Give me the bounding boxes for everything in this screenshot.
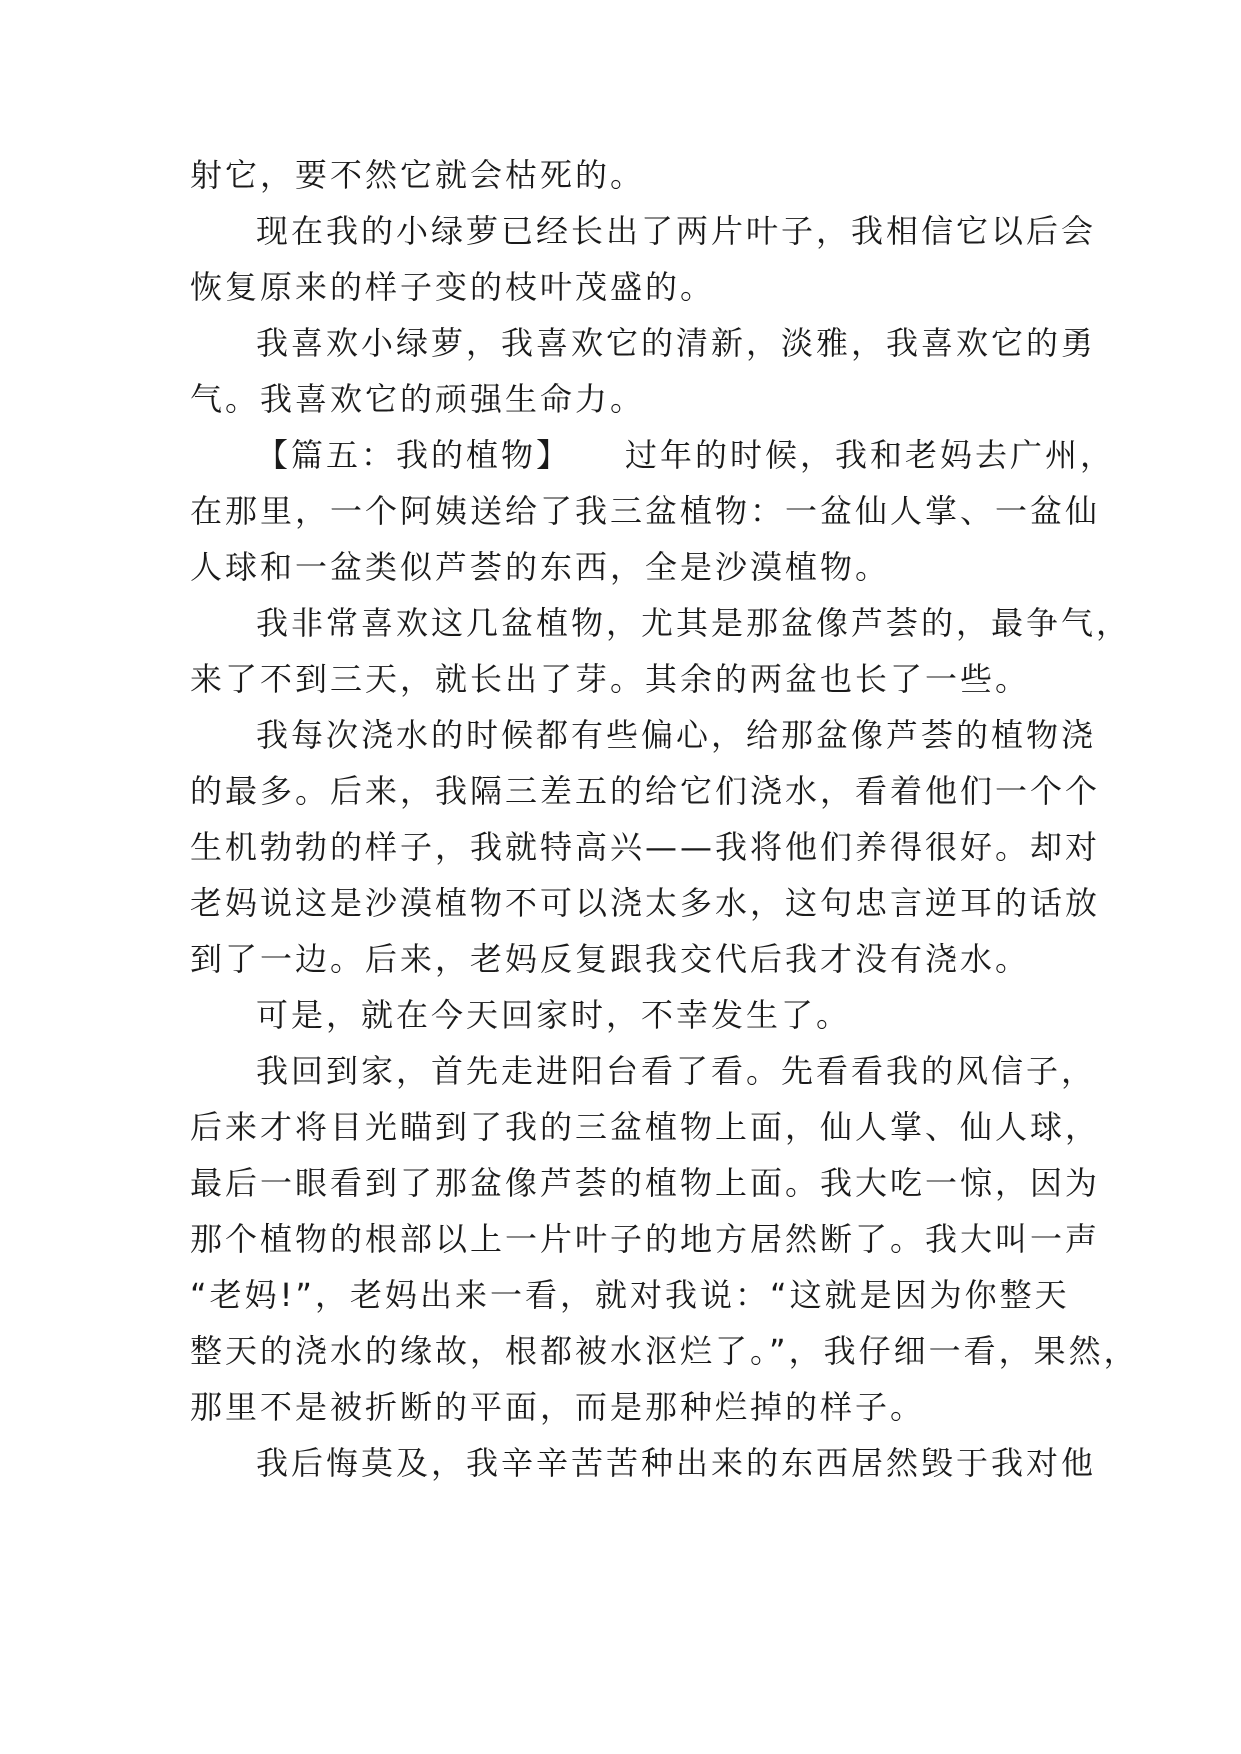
text-line: 老妈说这是沙漠植物不可以浇太多水，这句忠言逆耳的话放 xyxy=(190,884,1101,922)
text-line: 那里不是被折断的平面，而是那种烂掉的样子。 xyxy=(190,1388,926,1426)
text-line: 来了不到三天，就长出了芽。其余的两盆也长了一些。 xyxy=(190,660,1031,698)
text-line: 最后一眼看到了那盆像芦荟的植物上面。我大吃一惊，因为 xyxy=(190,1164,1101,1202)
text-line: 气。我喜欢它的顽强生命力。 xyxy=(190,380,646,418)
text-line: 我后悔莫及，我辛辛苦苦种出来的东西居然毁于我对他 xyxy=(256,1444,1097,1482)
text-line: 恢复原来的样子变的枝叶茂盛的。 xyxy=(190,268,716,306)
section-heading-line: 【篇五：我的植物】 过年的时候，我和老妈去广州， xyxy=(256,436,1116,474)
text-line: 在那里，一个阿姨送给了我三盆植物：一盆仙人掌、一盆仙 xyxy=(190,492,1101,530)
text-line: 现在我的小绿萝已经长出了两片叶子，我相信它以后会 xyxy=(256,212,1097,250)
text-line: 到了一边。后来，老妈反复跟我交代后我才没有浇水。 xyxy=(190,940,1031,978)
text-line: 射它，要不然它就会枯死的。 xyxy=(190,156,646,194)
text-line: 的最多。后来，我隔三差五的给它们浇水，看着他们一个个 xyxy=(190,772,1101,810)
text-line: 那个植物的根部以上一片叶子的地方居然断了。我大叫一声 xyxy=(190,1220,1101,1258)
text-line: 整天的浇水的缘故，根都被水沤烂了。”，我仔细一看，果然， xyxy=(190,1332,1139,1370)
text-line: 人球和一盆类似芦荟的东西，全是沙漠植物。 xyxy=(190,548,891,586)
text-line: 生机勃勃的样子，我就特高兴——我将他们养得很好。却对 xyxy=(190,828,1101,866)
text-line: 可是，就在今天回家时，不幸发生了。 xyxy=(256,996,852,1034)
text-line: “老妈!”，老妈出来一看，就对我说：“这就是因为你整天 xyxy=(190,1276,1070,1314)
text-line: 后来才将目光瞄到了我的三盆植物上面，仙人掌、仙人球， xyxy=(190,1108,1101,1146)
text-line: 我每次浇水的时候都有些偏心，给那盆像芦荟的植物浇 xyxy=(256,716,1097,754)
text-line: 我回到家，首先走进阳台看了看。先看看我的风信子， xyxy=(256,1052,1097,1090)
text-line: 我喜欢小绿萝，我喜欢它的清新，淡雅，我喜欢它的勇 xyxy=(256,324,1097,362)
text-line: 我非常喜欢这几盆植物，尤其是那盆像芦荟的，最争气， xyxy=(256,604,1132,642)
